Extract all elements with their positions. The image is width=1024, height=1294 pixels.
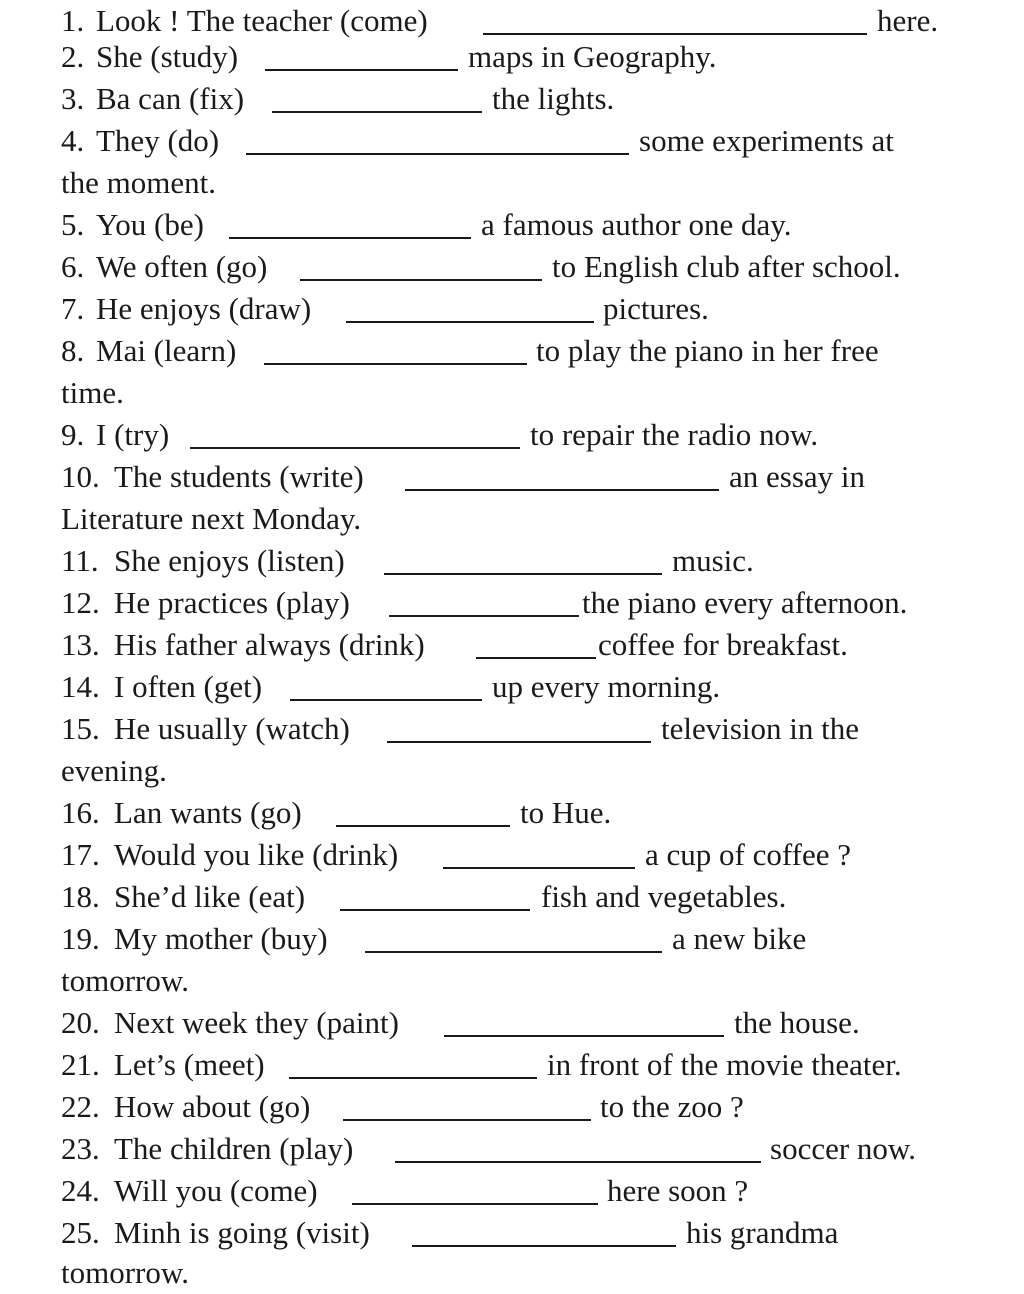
item-prompt: The students (write): [114, 459, 364, 494]
item-number: 4.: [61, 123, 85, 158]
exercise-item-10: [0, 456, 1024, 498]
item-prompt: We often (go): [96, 249, 268, 284]
item-wrapped-text: the moment.: [61, 165, 216, 200]
answer-blank[interactable]: [246, 113, 629, 155]
item-continuation: a new bike: [672, 921, 807, 956]
item-prompt: She (study): [96, 39, 239, 74]
item-number: 8.: [61, 333, 85, 368]
answer-blank[interactable]: [443, 827, 635, 869]
item-number: 15.: [61, 711, 100, 746]
item-prompt: His father always (drink): [114, 627, 425, 662]
exercise-item-8: [0, 330, 1024, 372]
item-number: 18.: [61, 879, 100, 914]
item-prompt: How about (go): [114, 1089, 311, 1124]
item-continuation: an essay in: [729, 459, 866, 494]
exercise-item-2: [0, 36, 1024, 78]
item-number: 24.: [61, 1173, 100, 1208]
item-continuation: music.: [672, 543, 754, 578]
answer-blank[interactable]: [264, 323, 527, 365]
item-continuation: a cup of coffee ?: [645, 837, 851, 872]
item-number: 20.: [61, 1005, 100, 1040]
item-continuation: maps in Geography.: [468, 39, 717, 74]
item-number: 21.: [61, 1047, 100, 1082]
item-prompt: Look ! The teacher (come): [96, 3, 428, 38]
item-prompt: She enjoys (listen): [114, 543, 345, 578]
answer-blank[interactable]: [389, 575, 579, 617]
item-number: 10.: [61, 459, 100, 494]
answer-blank[interactable]: [190, 407, 520, 449]
item-number: 25.: [61, 1215, 100, 1250]
item-prompt: Lan wants (go): [114, 795, 302, 830]
answer-blank[interactable]: [365, 911, 662, 953]
item-prompt: He usually (watch): [114, 711, 350, 746]
item-wrapped-text: evening.: [61, 753, 167, 788]
item-continuation: his grandma: [686, 1215, 839, 1250]
answer-blank[interactable]: [346, 281, 594, 323]
item-continuation: here.: [877, 3, 939, 38]
item-prompt: Will you (come): [114, 1173, 318, 1208]
item-number: 16.: [61, 795, 100, 830]
answer-blank[interactable]: [483, 0, 867, 35]
item-prompt: Let’s (meet): [114, 1047, 265, 1082]
item-continuation: to play the piano in her free: [536, 333, 879, 368]
exercise-item-4: [0, 120, 1024, 162]
item-continuation: fish and vegetables.: [541, 879, 787, 914]
item-continuation: to repair the radio now.: [530, 417, 819, 452]
item-continuation: the lights.: [492, 81, 615, 116]
item-number: 12.: [61, 585, 100, 620]
item-number: 22.: [61, 1089, 100, 1124]
item-wrapped-text: tomorrow.: [61, 963, 189, 998]
item-continuation: to Hue.: [520, 795, 612, 830]
item-prompt: He practices (play): [114, 585, 350, 620]
item-continuation: television in the: [661, 711, 860, 746]
item-wrapped-text: tomorrow.: [61, 1255, 189, 1290]
item-prompt: I often (get): [114, 669, 263, 704]
item-prompt: My mother (buy): [114, 921, 328, 956]
answer-blank[interactable]: [343, 1079, 591, 1121]
item-prompt: Minh is going (visit): [114, 1215, 370, 1250]
item-prompt: She’d like (eat): [114, 879, 306, 914]
answer-blank[interactable]: [300, 239, 542, 281]
item-wrapped-text: Literature next Monday.: [61, 501, 362, 536]
item-prompt: Would you like (drink): [114, 837, 399, 872]
item-number: 11.: [61, 543, 99, 578]
item-prompt: Next week they (paint): [114, 1005, 399, 1040]
item-number: 1.: [61, 3, 85, 38]
item-continuation: some experiments at: [639, 123, 894, 158]
item-number: 9.: [61, 417, 85, 452]
item-wrapped-text: time.: [61, 375, 124, 410]
answer-blank[interactable]: [340, 869, 530, 911]
answer-blank[interactable]: [265, 29, 458, 71]
item-continuation: to English club after school.: [552, 249, 901, 284]
answer-blank[interactable]: [384, 533, 662, 575]
exercise-item-4-wrap: [0, 162, 1024, 204]
item-number: 5.: [61, 207, 85, 242]
answer-blank[interactable]: [412, 1205, 676, 1247]
item-continuation: pictures.: [603, 291, 709, 326]
item-number: 2.: [61, 39, 85, 74]
exercise-item-15-wrap: [0, 750, 1024, 792]
answer-blank[interactable]: [290, 659, 482, 701]
item-prompt: You (be): [96, 207, 204, 242]
item-number: 7.: [61, 291, 85, 326]
exercise-item-15: [0, 708, 1024, 750]
answer-blank[interactable]: [272, 71, 482, 113]
answer-blank[interactable]: [444, 995, 724, 1037]
item-number: 23.: [61, 1131, 100, 1166]
answer-blank[interactable]: [476, 617, 596, 659]
item-prompt: Mai (learn): [96, 333, 237, 368]
item-continuation: here soon ?: [607, 1173, 749, 1208]
item-number: 17.: [61, 837, 100, 872]
item-continuation: soccer now.: [770, 1131, 917, 1166]
answer-blank[interactable]: [395, 1121, 761, 1163]
item-prompt: The children (play): [114, 1131, 354, 1166]
exercise-item-19: [0, 918, 1024, 960]
item-continuation: the piano every afternoon.: [582, 585, 908, 620]
answer-blank[interactable]: [387, 701, 651, 743]
exercise-item-13: [0, 624, 1024, 666]
item-continuation: a famous author one day.: [481, 207, 792, 242]
exercise-item-25: [0, 1212, 1024, 1254]
item-number: 19.: [61, 921, 100, 956]
item-prompt: He enjoys (draw): [96, 291, 312, 326]
item-number: 13.: [61, 627, 100, 662]
answer-blank[interactable]: [336, 785, 510, 827]
item-number: 6.: [61, 249, 85, 284]
answer-blank[interactable]: [289, 1037, 537, 1079]
answer-blank[interactable]: [229, 197, 471, 239]
item-number: 3.: [61, 81, 85, 116]
answer-blank[interactable]: [352, 1163, 598, 1205]
item-continuation: coffee for breakfast.: [598, 627, 848, 662]
item-number: 14.: [61, 669, 100, 704]
exercise-item-25-wrap: [0, 1252, 1024, 1294]
item-prompt: I (try): [96, 417, 170, 452]
item-continuation: in front of the movie theater.: [547, 1047, 902, 1082]
item-prompt: Ba can (fix): [96, 81, 245, 116]
item-continuation: the house.: [734, 1005, 860, 1040]
item-prompt: They (do): [96, 123, 220, 158]
item-continuation: to the zoo ?: [600, 1089, 744, 1124]
answer-blank[interactable]: [405, 449, 719, 491]
item-continuation: up every morning.: [492, 669, 721, 704]
